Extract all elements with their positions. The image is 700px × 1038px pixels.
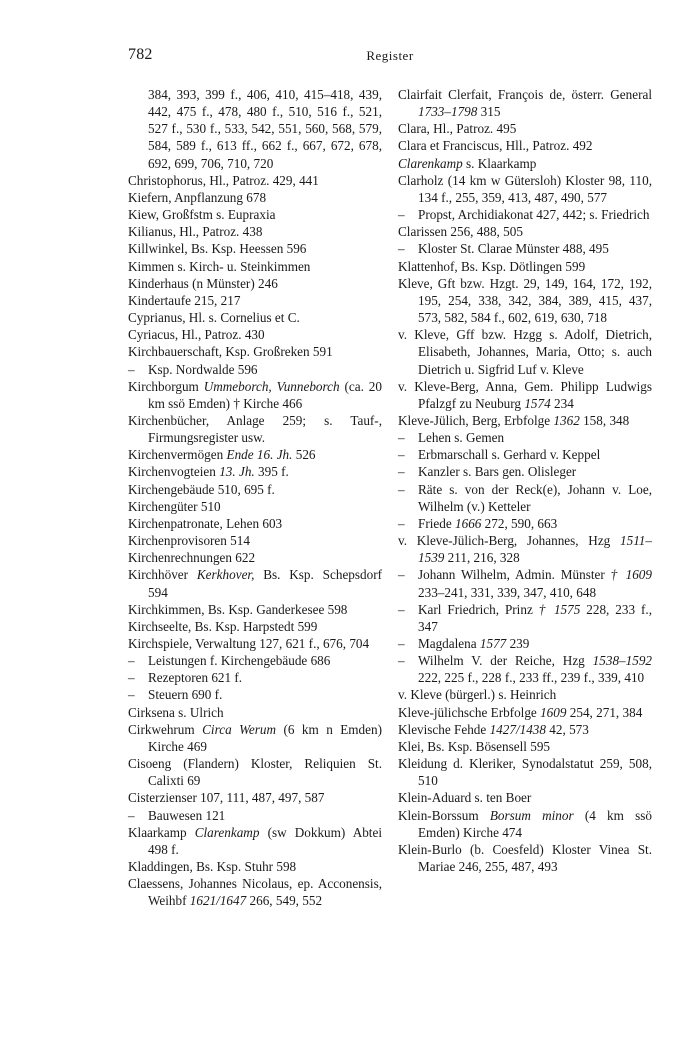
entry-text: Steuern 690 f. xyxy=(148,687,223,703)
entry-text-after: (ca. 20 km ssö Emden) † Kirche 466 xyxy=(148,378,382,411)
entry-text: Kirchenrechnungen 622 xyxy=(128,550,256,566)
entry-text: Kirchenpatronate, Lehen 603 xyxy=(128,515,283,531)
entry-text: Kirchenbücher, Anlage 259; s. Tauf-, Firmungsregister usw. xyxy=(128,412,382,446)
entry-text: Erbmarschall s. Gerhard v. Keppel xyxy=(418,447,601,463)
entry-text: Clara et Franciscus, Hll., Patroz. 492 xyxy=(398,138,593,154)
entry-text-after: 42, 573 xyxy=(545,721,589,737)
entry-text: Klein-Burlo (b. Coesfeld) Kloster Vinea St. Mariae 246, 255, 487, 493 xyxy=(398,841,652,875)
index-entry xyxy=(128,875,382,909)
entry-text: Kirchenvogteien xyxy=(128,464,220,480)
entry-text: Bauwesen 121 xyxy=(148,807,226,823)
subentry-dash: – xyxy=(128,687,135,703)
entry-text: Cyriacus, Hl., Patroz. 430 xyxy=(128,327,265,343)
entry-text: Kinderhaus (n Münster) 246 xyxy=(128,275,278,291)
index-entry xyxy=(128,258,382,275)
index-subentry xyxy=(398,481,652,515)
index-entry xyxy=(398,686,652,703)
entry-text: Karl Friedrich, Prinz xyxy=(418,601,539,617)
index-entry xyxy=(128,189,382,206)
entry-text-after: 526 xyxy=(292,447,316,463)
index-entry xyxy=(128,789,382,806)
entry-text: v. Kleve (bürgerl.) s. Heinrich xyxy=(398,687,557,703)
entry-italic-text: Clarenkamp xyxy=(398,155,463,171)
index-entry xyxy=(398,721,652,738)
entry-italic-text: 1666 xyxy=(455,515,482,531)
entry-text: Cisterzienser 107, 111, 487, 497, 587 xyxy=(128,790,325,806)
entry-text: Kirchbauerschaft, Ksp. Großreken 591 xyxy=(128,344,333,360)
entry-text: Friede xyxy=(418,515,455,531)
entry-text: Kiew, Großfstm s. Eupraxia xyxy=(128,207,276,223)
entry-text: Cirksena s. Ulrich xyxy=(128,704,224,720)
entry-text: Johann Wilhelm, Admin. Münster xyxy=(418,567,611,583)
subentry-dash: – xyxy=(398,430,405,446)
index-subentry xyxy=(128,807,382,824)
index-entry xyxy=(398,738,652,755)
index-column-left xyxy=(128,86,382,910)
index-subentry xyxy=(398,429,652,446)
entry-italic-text: Kerkhover, xyxy=(196,567,255,583)
index-subentry xyxy=(128,652,382,669)
entry-text-after: 211, 216, 328 xyxy=(444,550,520,566)
index-subentry xyxy=(398,463,652,480)
subentry-dash: – xyxy=(398,601,405,617)
index-entry xyxy=(128,858,382,875)
entry-text: Kirchspiele, Verwaltung 127, 621 f., 676, 704 xyxy=(128,636,370,651)
entry-text: Kleidung d. Kleriker, Synodalstatut 259, 508, 510 xyxy=(398,756,652,789)
index-entry xyxy=(398,86,652,120)
entry-italic-text: 13. Jh. xyxy=(219,464,255,480)
entry-text: Kirchborgum xyxy=(128,378,204,394)
index-entry xyxy=(128,618,382,635)
entry-text-after: 222, 225 f., 228 f., 233 ff., 239 f., 339, 410 xyxy=(418,670,645,686)
entry-text: Kleve, Gft bzw. Hzgt. 29, 149, 164, 172, 192, 195, 254, 338, 342, 384, 389, 415, 437, 573, 582, 584 f., 602, 619, 630, 718 xyxy=(398,275,652,326)
index-entry xyxy=(398,326,652,377)
subentry-dash: – xyxy=(398,567,405,583)
subentry-dash: – xyxy=(398,241,405,257)
entry-italic-text: † 1575 xyxy=(538,601,581,617)
entry-text: Klaarkamp xyxy=(128,824,195,840)
entry-text: Magdalena xyxy=(418,636,480,651)
entry-text: Räte s. von der Reck(e), Johann v. Loe, Wilhelm (v.) Ketteler xyxy=(418,481,652,514)
index-entry xyxy=(128,412,382,446)
entry-text: Cyprianus, Hl. s. Cornelius et C. xyxy=(128,310,300,326)
index-entry xyxy=(128,463,382,480)
entry-text: Cirkwehrum xyxy=(128,721,203,737)
index-subentry xyxy=(128,669,382,686)
entry-text: Klein-Borssum xyxy=(398,807,490,823)
index-entry xyxy=(398,137,652,154)
entry-italic-text: Circa Werum xyxy=(202,721,276,737)
index-entry xyxy=(128,481,382,498)
entry-text: Christophorus, Hl., Patroz. 429, 441 xyxy=(128,172,319,188)
entry-text: Kleve-Jülich, Berg, Erbfolge xyxy=(398,412,554,428)
subentry-dash: – xyxy=(398,481,405,497)
entry-text: Kindertaufe 215, 217 xyxy=(128,292,241,308)
entry-text: Kirchengüter 510 xyxy=(128,498,221,514)
entry-text: Wilhelm V. der Reiche, Hzg xyxy=(418,653,593,669)
entry-text-after: 158, 348 xyxy=(579,412,630,428)
entry-italic-text: 1538–1592 xyxy=(592,653,652,669)
subentry-dash: – xyxy=(128,670,135,686)
entry-text-after: 228, 233 f., 347 xyxy=(418,601,652,634)
subentry-dash: – xyxy=(128,807,135,823)
entry-text-after: (sw Dokkum) Abtei 498 f. xyxy=(148,824,382,857)
index-entry xyxy=(398,841,652,875)
index-entry xyxy=(128,275,382,292)
entry-text-after: 239 xyxy=(506,636,530,651)
entry-text: Clarissen 256, 488, 505 xyxy=(398,224,523,240)
entry-italic-text: Ummeborch, Vunneborch xyxy=(203,378,340,394)
entry-italic-text: 1733–1798 xyxy=(418,104,478,120)
index-entry xyxy=(128,309,382,326)
entry-text: Kirchenprovisoren 514 xyxy=(128,533,250,549)
index-subentry xyxy=(128,361,382,378)
page-header xyxy=(128,46,652,70)
entry-italic-text: 1574 xyxy=(524,395,551,411)
index-entry xyxy=(398,755,652,789)
index-entry xyxy=(128,635,382,652)
entry-text: Cisoeng (Flandern) Kloster, Reliquien St. Calixti 69 xyxy=(128,756,382,789)
index-subentry xyxy=(398,652,652,686)
entry-text-after: (6 km n Emden) Kirche 469 xyxy=(148,721,382,754)
entry-text: Kirchhöver xyxy=(128,567,197,583)
index-entry xyxy=(128,343,382,360)
entry-text: Kimmen s. Kirch- u. Steinkimmen xyxy=(128,258,311,274)
entry-text-after: 254, 271, 384 xyxy=(566,704,643,720)
entry-text: Kirchenvermögen xyxy=(128,447,227,463)
entry-text: v. Kleve-Berg, Anna, Gem. Philipp Ludwigs Pfalzgf zu Neuburg xyxy=(398,378,652,411)
index-entry xyxy=(128,240,382,257)
entry-text: Ksp. Nordwalde 596 xyxy=(148,361,258,377)
subentry-dash: – xyxy=(398,636,405,651)
index-subentry xyxy=(398,206,652,223)
index-entry xyxy=(128,824,382,858)
entry-text: Klattenhof, Bs. Ksp. Dötlingen 599 xyxy=(398,258,586,274)
subentry-dash: – xyxy=(398,653,405,669)
entry-text-after: 395 f. xyxy=(254,464,289,480)
entry-text-after: 272, 590, 663 xyxy=(481,515,558,531)
entry-text: v. Kleve-Jülich-Berg, Johannes, Hzg xyxy=(398,533,620,549)
index-entry xyxy=(128,549,382,566)
subentry-dash: – xyxy=(398,515,405,531)
entry-text: Clara, Hl., Patroz. 495 xyxy=(398,121,517,137)
entry-italic-text: 1362 xyxy=(553,412,580,428)
index-entry xyxy=(128,498,382,515)
entry-text: Propst, Archidiakonat 427, 442; s. Friedrich xyxy=(418,207,650,223)
entry-text-after: (4 km ssö Emden) Kirche 474 xyxy=(418,807,652,840)
index-column-right xyxy=(398,86,652,875)
entry-text: Kirchseelte, Bs. Ksp. Harpstedt 599 xyxy=(128,618,318,634)
index-entry xyxy=(128,515,382,532)
subentry-dash: – xyxy=(398,464,405,480)
entry-italic-text: 1621/1647 xyxy=(189,893,247,909)
index-entry xyxy=(128,172,382,189)
index-entry xyxy=(128,86,382,172)
index-entry xyxy=(398,275,652,326)
entry-text-after: 233–241, 331, 339, 347, 410, 648 xyxy=(418,584,597,600)
entry-text: Kiefern, Anpflanzung 678 xyxy=(128,189,267,205)
index-entry xyxy=(398,807,652,841)
index-entry xyxy=(128,755,382,789)
entry-italic-text: † 1609 xyxy=(610,567,652,583)
index-entry xyxy=(398,704,652,721)
index-entry xyxy=(128,601,382,618)
entry-text: Killwinkel, Bs. Ksp. Heessen 596 xyxy=(128,241,307,257)
entry-italic-text: 1577 xyxy=(479,636,507,651)
entry-text: Kloster St. Clarae Münster 488, 495 xyxy=(418,241,609,257)
subentry-dash: – xyxy=(128,653,135,669)
entry-text: Lehen s. Gemen xyxy=(418,430,505,446)
entry-text: Klei, Bs. Ksp. Bösensell 595 xyxy=(398,738,551,754)
entry-text: Clairfait Clerfait, François de, österr. General xyxy=(398,87,652,102)
entry-text: Claessens, Johannes Nicolaus, ep. Acconensis, Weihbf xyxy=(128,876,382,909)
entry-italic-text: Ende 16. Jh. xyxy=(226,447,293,463)
index-entry xyxy=(128,566,382,600)
index-entry xyxy=(398,155,652,172)
entry-italic-text: Borsum minor xyxy=(489,807,574,823)
index-entry xyxy=(398,223,652,240)
entry-text: Rezeptoren 621 f. xyxy=(148,670,243,686)
entry-text-after: s. Klaarkamp xyxy=(462,155,537,171)
index-entry xyxy=(128,704,382,721)
index-entry xyxy=(128,292,382,309)
index-entry xyxy=(398,258,652,275)
index-entry xyxy=(128,206,382,223)
entry-text: Leistungen f. Kirchengebäude 686 xyxy=(148,653,331,669)
index-subentry xyxy=(398,635,652,652)
entry-italic-text: 1511–1539 xyxy=(418,533,652,566)
entry-text: v. Kleve, Gff bzw. Hzgg s. Adolf, Dietrich, Elisabeth, Johannes, Maria, Otto; s. auch Dietrich u. Sigfrid Luf v. Kleve xyxy=(398,327,652,377)
entry-text-after: 266, 549, 552 xyxy=(246,893,323,909)
entry-italic-text: Clarenkamp xyxy=(194,824,260,840)
index-entry xyxy=(128,446,382,463)
entry-text-after: 315 xyxy=(477,104,501,120)
index-entry xyxy=(128,378,382,412)
entry-italic-text: 1427/1438 xyxy=(489,721,546,737)
index-subentry xyxy=(398,601,652,635)
entry-text: Kirchengebäude 510, 695 f. xyxy=(128,481,275,497)
index-entry xyxy=(398,378,652,412)
index-entry xyxy=(128,326,382,343)
entry-text-after: Bs. Ksp. Schepsdorf 594 xyxy=(148,567,382,600)
entry-text: Kleve-jülichsche Erbfolge xyxy=(398,704,541,720)
index-entry xyxy=(398,532,652,566)
entry-text: Klevische Fehde xyxy=(398,721,490,737)
index-subentry xyxy=(398,566,652,600)
page-number: 782 xyxy=(128,46,153,63)
entry-text: Kilianus, Hl., Patroz. 438 xyxy=(128,224,263,240)
entry-text: Kirchkimmen, Bs. Ksp. Ganderkesee 598 xyxy=(128,601,348,617)
index-entry xyxy=(128,532,382,549)
running-title: Register xyxy=(366,48,414,63)
index-entry xyxy=(128,721,382,755)
subentry-dash: – xyxy=(398,207,405,223)
entry-text: 384, 393, 399 f., 406, 410, 415–418, 439, 442, 475 f., 478, 480 f., 510, 516 f., 521, 527 f., 530 f., 533, 542, 551, 560, 568, 579, 584, 589 f., 613 ff., 662 f., 667, 672, 678, 692, 699, 706, 710, 720 xyxy=(148,87,382,171)
entry-text-after: 234 xyxy=(550,395,574,411)
index-subentry xyxy=(128,686,382,703)
entry-text: Klein-Aduard s. ten Boer xyxy=(398,790,532,806)
index-subentry xyxy=(398,446,652,463)
index-entry xyxy=(398,120,652,137)
subentry-dash: – xyxy=(128,361,135,377)
entry-text: Clarholz (14 km w Gütersloh) Kloster 98, 110, 134 f., 255, 359, 413, 487, 490, 577 xyxy=(398,172,652,205)
index-subentry xyxy=(398,515,652,532)
subentry-dash: – xyxy=(398,447,405,463)
entry-italic-text: 1609 xyxy=(540,704,567,720)
index-subentry xyxy=(398,240,652,257)
index-entry xyxy=(398,172,652,206)
entry-text: Kladdingen, Bs. Ksp. Stuhr 598 xyxy=(128,859,297,875)
index-entry xyxy=(128,223,382,240)
index-entry xyxy=(398,412,652,429)
index-entry xyxy=(398,789,652,806)
entry-text: Kanzler s. Bars gen. Olisleger xyxy=(418,464,577,480)
